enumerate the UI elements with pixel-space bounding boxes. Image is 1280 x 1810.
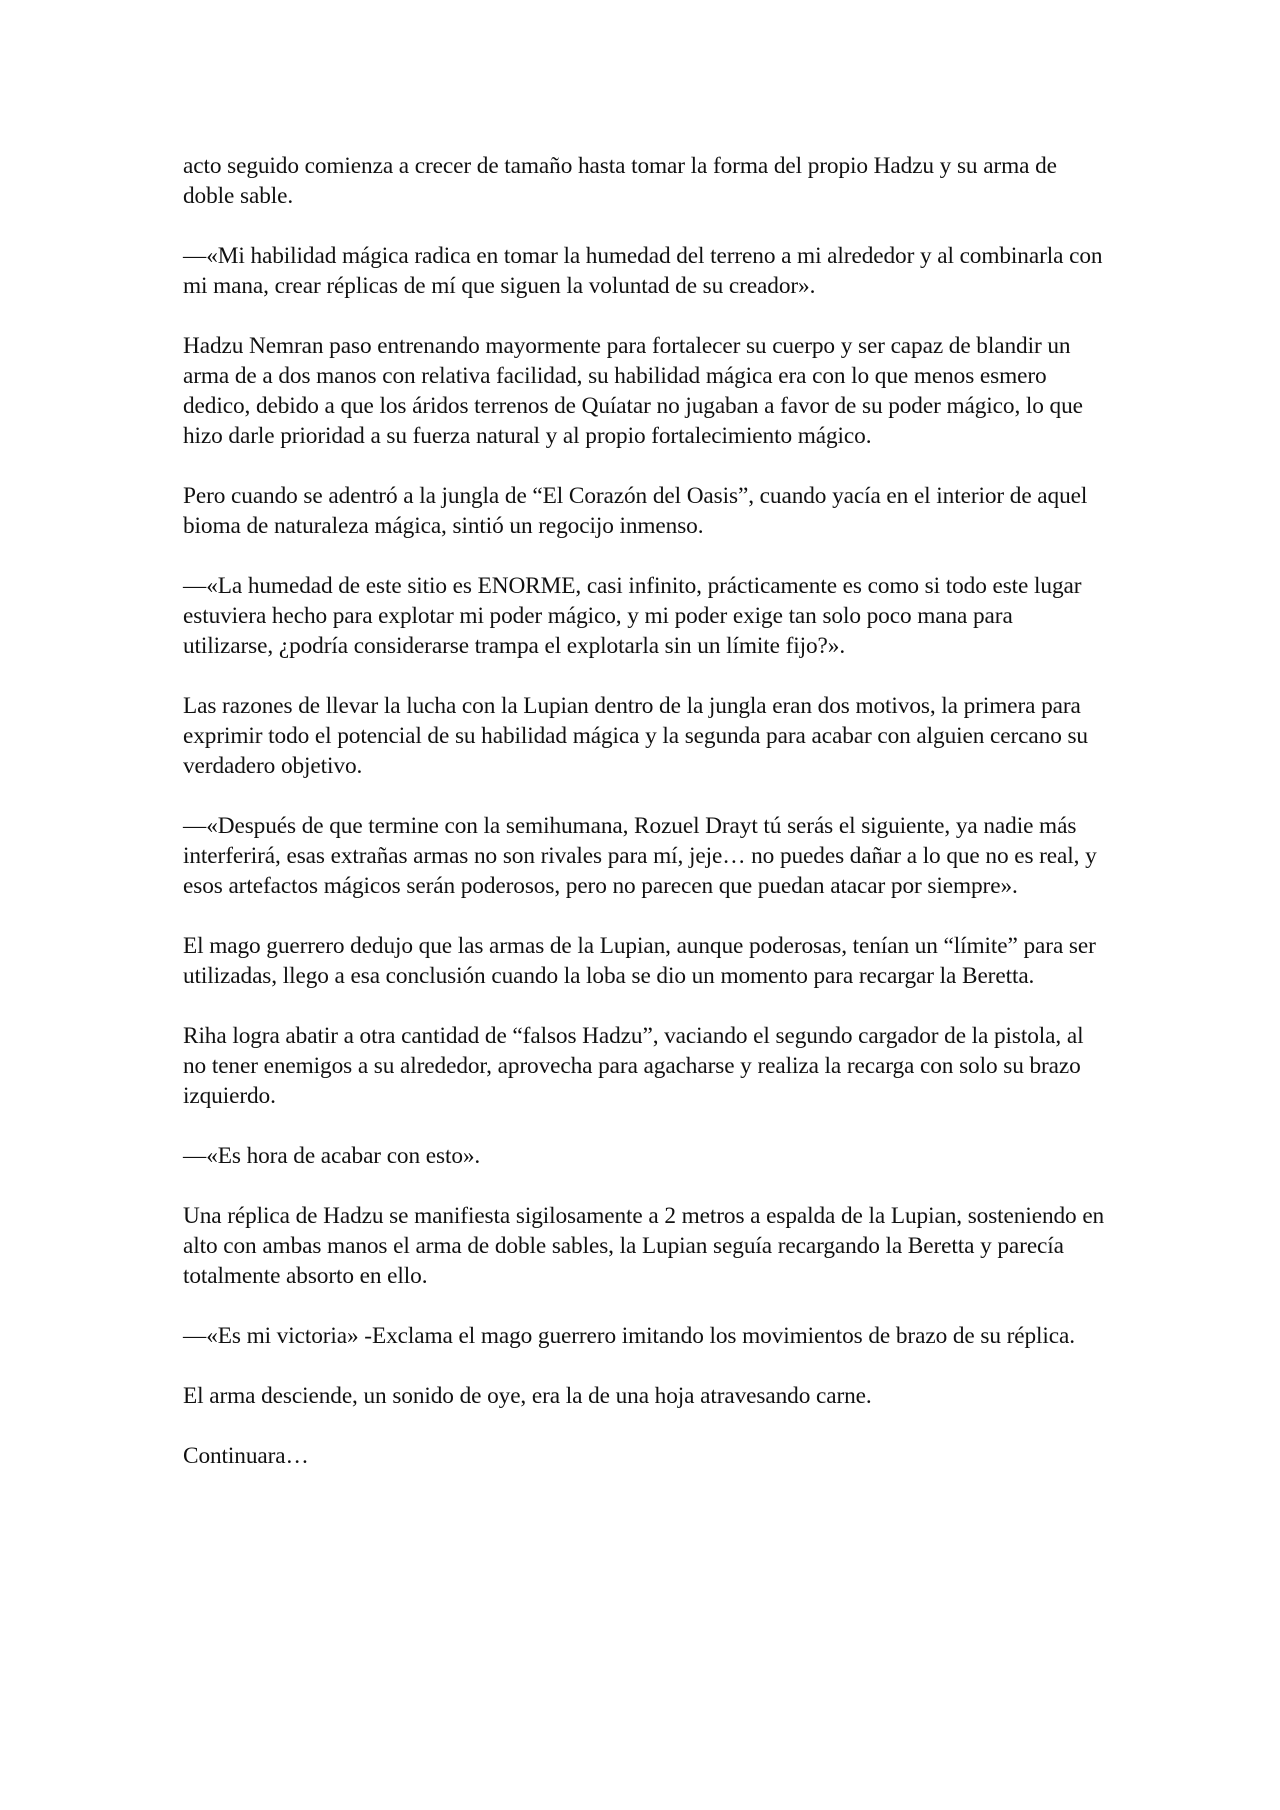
- paragraph-8: El mago guerrero dedujo que las armas de la Lupian, aunque poderosas, tenían un “límite” para ser utilizadas, llego a esa conclusión cuando la loba se dio un momento para recargar la Beretta.: [183, 933, 1096, 989]
- paragraph-7: —«Después de que termine con la semihumana, Rozuel Drayt tú serás el siguiente, ya nadie más interferirá, esas extrañas armas no son rivales para mí, jeje… no puedes dañar a lo que no es real, y esos artefactos mágicos serán poderosos, pero no parecen que puedan atacar por siempre».: [183, 813, 1097, 899]
- paragraph-3: Hadzu Nemran paso entrenando mayormente para fortalecer su cuerpo y ser capaz de blandir un arma de a dos manos con relativa facilidad, su habilidad mágica era con lo que menos esmero dedico, debido a que los áridos terrenos de Quíatar no jugaban a favor de su poder mágico, lo que hizo darle prioridad a su fuerza natural y al propio fortalecimiento mágico.: [183, 333, 1083, 449]
- paragraph-2: —«Mi habilidad mágica radica en tomar la humedad del terreno a mi alrededor y al combinarla con mi mana, crear réplicas de mí que siguen la voluntad de su creador».: [183, 243, 1103, 299]
- paragraph-9: Riha logra abatir a otra cantidad de “falsos Hadzu”, vaciando el segundo cargador de la pistola, al no tener enemigos a su alrededor, aprovecha para agacharse y realiza la recarga con solo su brazo izquierdo.: [183, 1023, 1084, 1109]
- paragraph-11: Una réplica de Hadzu se manifiesta sigilosamente a 2 metros a espalda de la Lupian, sosteniendo en alto con ambas manos el arma de doble sables, la Lupian seguía recargando la Beretta y parecía totalmente absorto en ello.: [183, 1203, 1105, 1289]
- paragraph-10: —«Es hora de acabar con esto».: [183, 1143, 481, 1169]
- paragraph-1: acto seguido comienza a crecer de tamaño hasta tomar la forma del propio Hadzu y su arma de doble sable.: [183, 153, 1057, 209]
- paragraph-13: El arma desciende, un sonido de oye, era la de una hoja atravesando carne.: [183, 1383, 872, 1409]
- paragraph-4: Pero cuando se adentró a la jungla de “El Corazón del Oasis”, cuando yacía en el interior de aquel bioma de naturaleza mágica, sintió un regocijo inmenso.: [183, 483, 1088, 539]
- paragraph-12: —«Es mi victoria» -Exclama el mago guerrero imitando los movimientos de brazo de su réplica.: [183, 1323, 1075, 1349]
- document-page: [183, 151, 1108, 1501]
- paragraph-5: —«La humedad de este sitio es ENORME, casi infinito, prácticamente es como si todo este lugar estuviera hecho para explotar mi poder mágico, y mi poder exige tan solo poco mana para utilizarse, ¿podría considerarse trampa el explotarla sin un límite fijo?».: [183, 573, 1082, 659]
- paragraph-14: Continuara…: [183, 1443, 309, 1469]
- paragraph-6: Las razones de llevar la lucha con la Lupian dentro de la jungla eran dos motivos, la primera para exprimir todo el potencial de su habilidad mágica y la segunda para acabar con alguien cercano su verdadero objetivo.: [183, 693, 1088, 779]
